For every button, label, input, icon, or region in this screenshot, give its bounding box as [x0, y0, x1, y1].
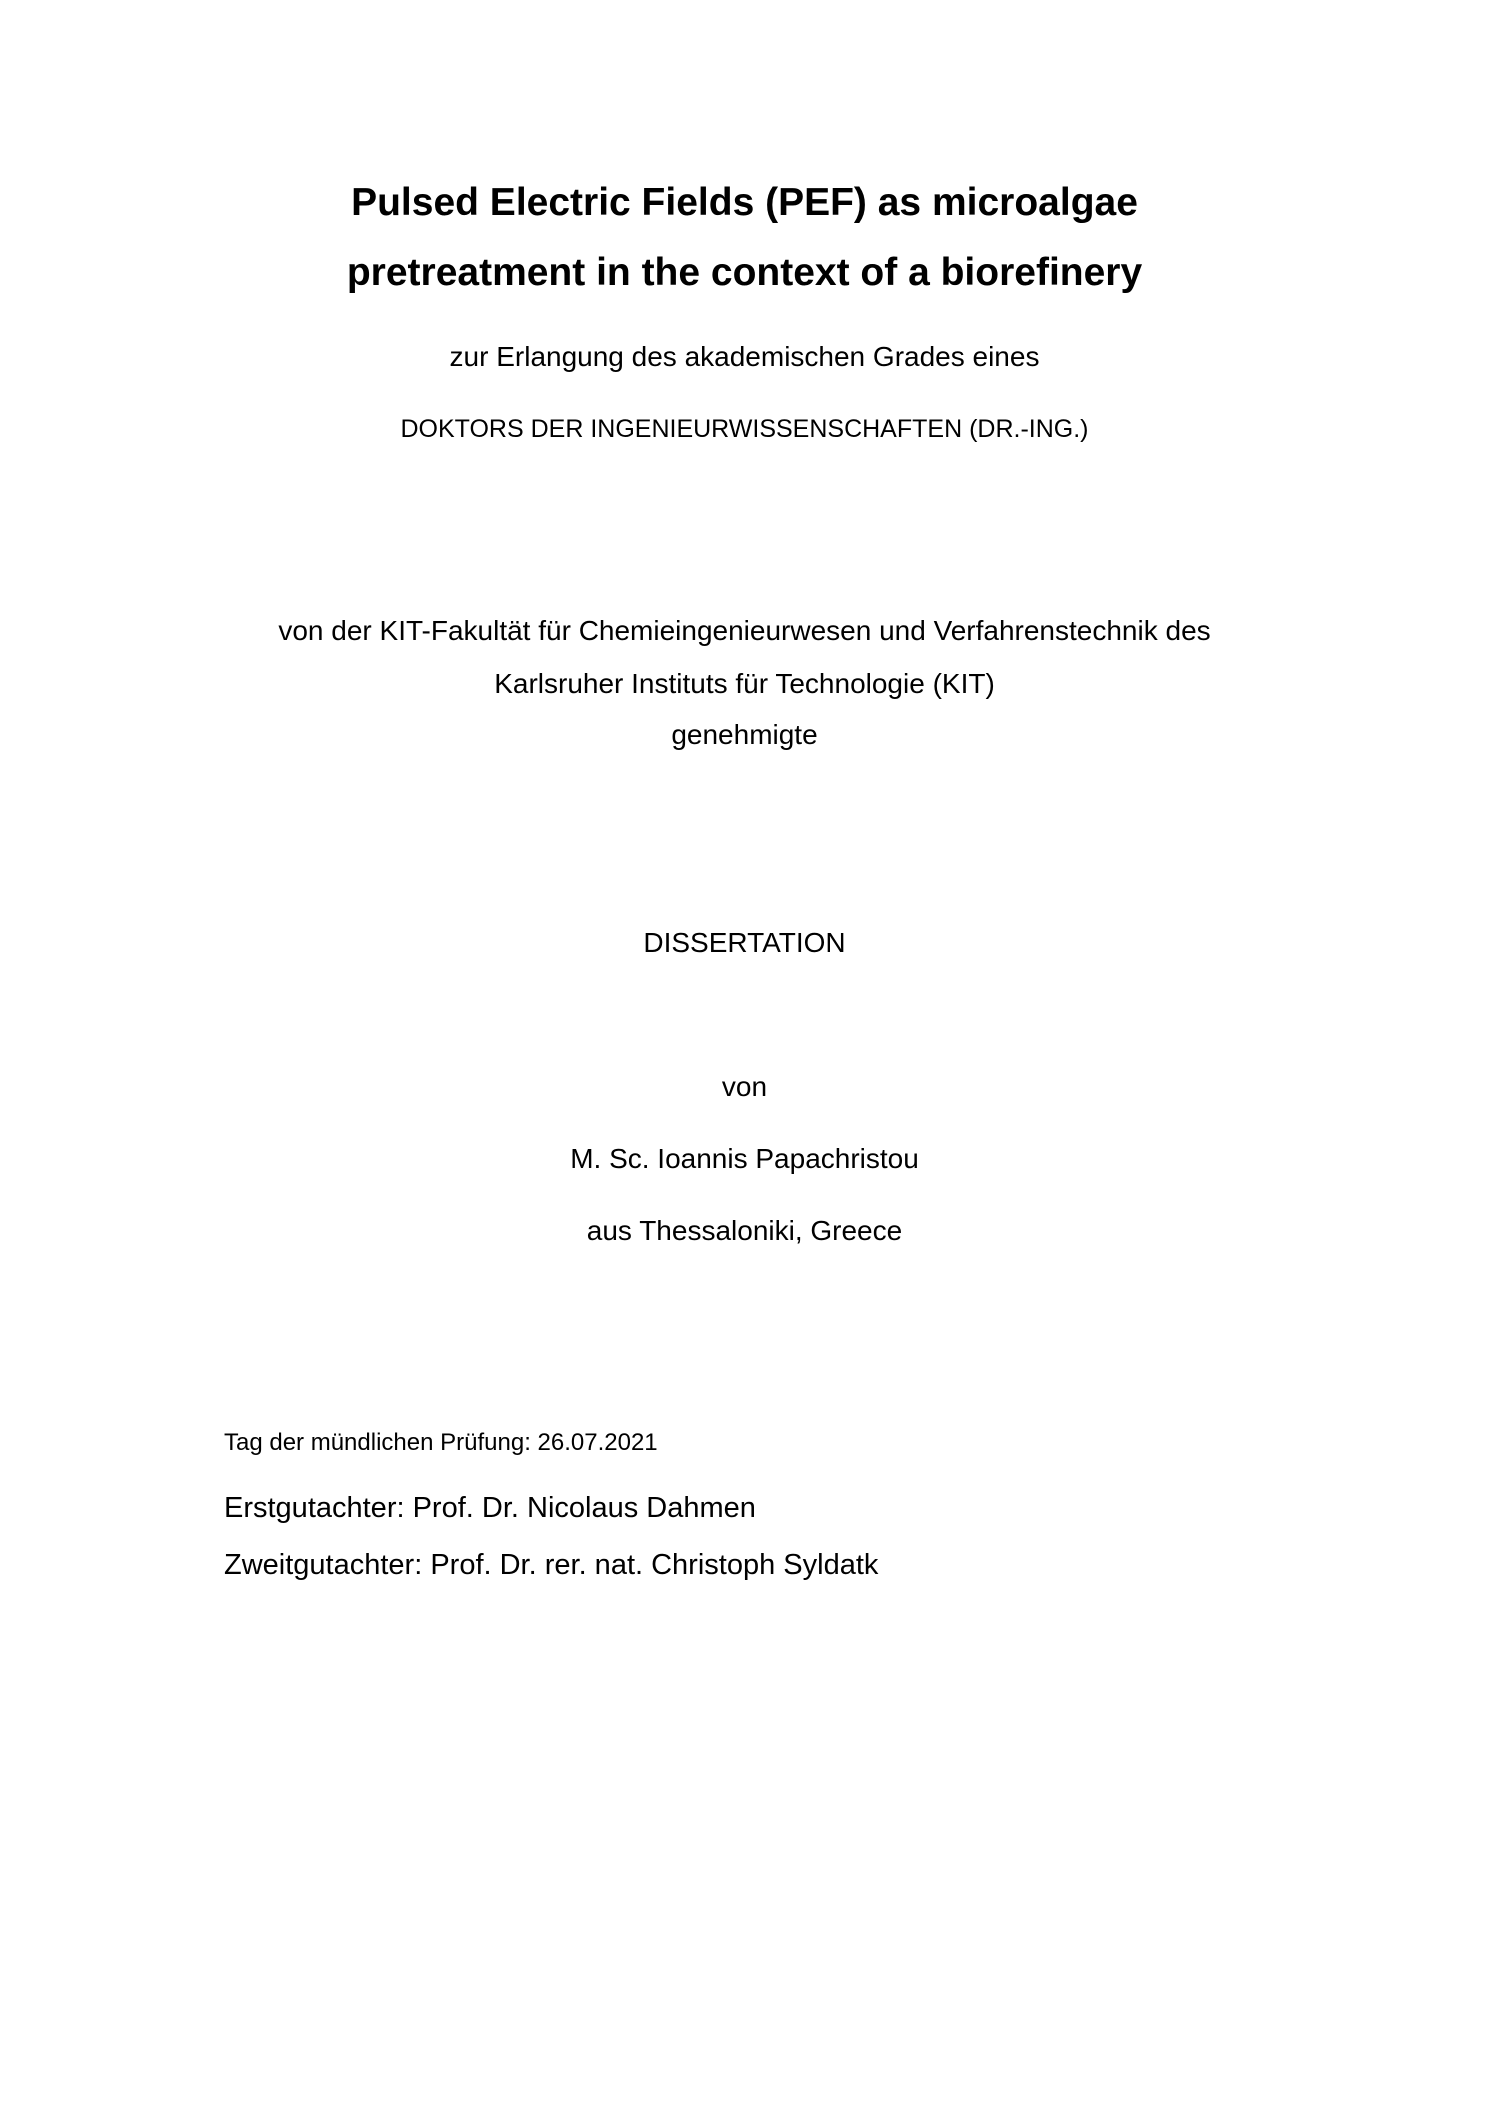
- first-reviewer: Erstgutachter: Prof. Dr. Nicolaus Dahmen: [224, 1492, 756, 1524]
- thesis-title-line-1: Pulsed Electric Fields (PEF) as microalgae: [351, 181, 1138, 224]
- institution-line-3: genehmigte: [671, 719, 818, 750]
- thesis-title-line-2: pretreatment in the context of a biorefinery: [346, 251, 1143, 294]
- second-reviewer: Zweitgutachter: Prof. Dr. rer. nat. Christoph Syldatk: [224, 1549, 879, 1581]
- document-type: DISSERTATION: [643, 927, 846, 958]
- degree-name: DOKTORS DER INGENIEURWISSENSCHAFTEN (DR.-ING.): [400, 415, 1089, 443]
- institution-line-1: von der KIT-Fakultät für Chemieingenieurwesen und Verfahrenstechnik des: [278, 615, 1211, 646]
- institution-line-2: Karlsruher Instituts für Technologie (KIT): [494, 668, 995, 699]
- degree-intro: zur Erlangung des akademischen Grades eines: [449, 341, 1040, 372]
- author-name: M. Sc. Ioannis Papachristou: [570, 1143, 919, 1174]
- author-origin: aus Thessaloniki, Greece: [586, 1215, 903, 1246]
- author-von: von: [721, 1071, 768, 1102]
- exam-date: Tag der mündlichen Prüfung: 26.07.2021: [224, 1429, 658, 1456]
